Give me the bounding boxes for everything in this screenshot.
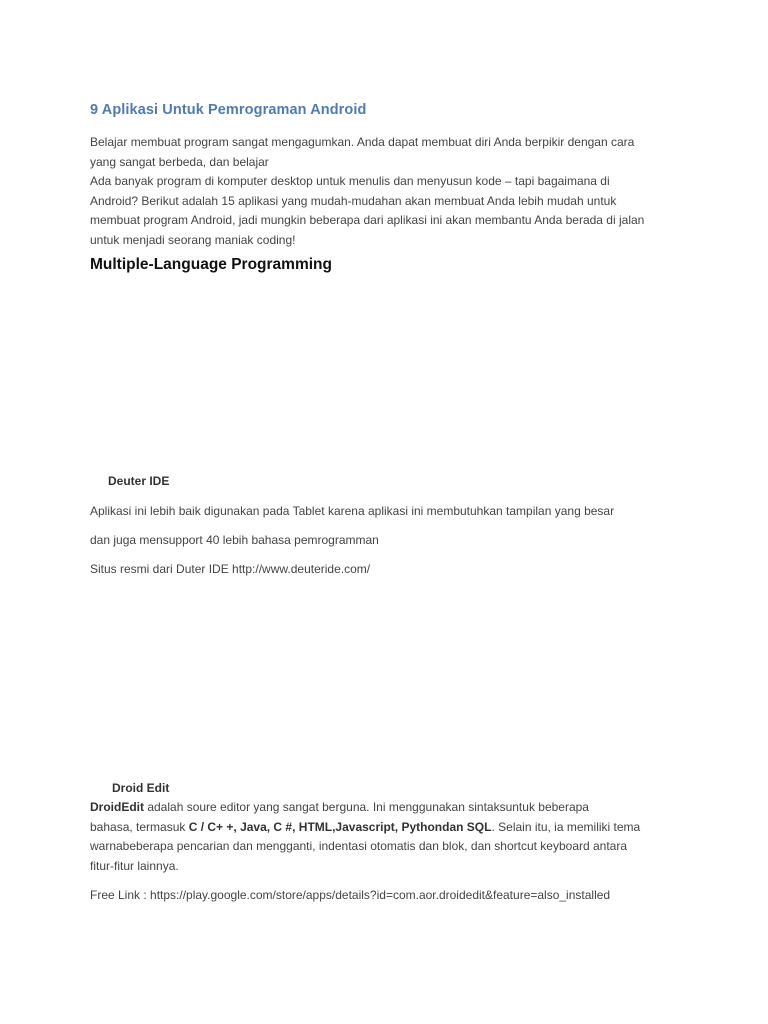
droid-free-link[interactable]: Free Link : https://play.google.com/store/apps/details?id=com.aor.droidedit&feature=also_installed — [90, 888, 611, 902]
droid-languages: C / C+ +, Java, C #, HTML,Javascript, Pythondan SQL — [188, 819, 492, 834]
intro-line: Android? Berikut adalah 15 aplikasi yang mudah-mudahan akan membuat Anda lebih mudah untuk — [90, 193, 617, 208]
intro-line: untuk menjadi seorang maniak coding! — [90, 232, 296, 247]
droid-line-4: fitur-fitur lainnya. — [90, 858, 179, 873]
deuter-desc-line-2: dan juga mensupport 40 lebih bahasa pemrogramman — [90, 533, 379, 547]
deuter-site-link[interactable]: Situs resmi dari Duter IDE http://www.deuteride.com/ — [90, 562, 371, 576]
intro-paragraph — [90, 133, 690, 250]
droid-line-2-post: . Selain itu, ia memiliki tema — [491, 819, 641, 834]
droid-line-1 — [90, 798, 690, 818]
droid-line-2 — [90, 818, 690, 838]
droid-app-name: DroidEdit — [90, 800, 144, 814]
droid-line-1-text: adalah soure editor yang sangat berguna. Ini menggunakan sintaksuntuk beberapa — [144, 800, 589, 814]
droid-edit-paragraph — [90, 798, 690, 876]
intro-line: membuat program Android, jadi mungkin beberapa dari aplikasi ini akan membantu Anda berada di jalan — [90, 213, 645, 227]
intro-line: Ada banyak program di komputer desktop untuk menulis dan menyusun kode – tapi bagaimana di — [90, 174, 610, 188]
droid-line-3: warnabeberapa pencarian dan mengganti, indentasi otomatis dan blok, dan shortcut keyboard antara — [90, 839, 628, 853]
deuter-ide-heading: Deuter IDE — [108, 474, 170, 488]
intro-line: Belajar membuat program sangat mengagumkan. Anda dapat membuat diri Anda berpikir dengan cara — [90, 135, 635, 149]
section-heading: Multiple-Language Programming — [90, 256, 332, 273]
droid-line-2-pre: bahasa, termasuk — [90, 819, 189, 834]
intro-line: yang sangat berbeda, dan belajar — [90, 154, 269, 169]
deuter-desc-line-1: Aplikasi ini lebih baik digunakan pada Tablet karena aplikasi ini membutuhkan tampilan yang besar — [90, 504, 615, 518]
droid-edit-heading: Droid Edit — [112, 781, 170, 795]
article-title: 9 Aplikasi Untuk Pemrograman Android — [90, 102, 367, 118]
